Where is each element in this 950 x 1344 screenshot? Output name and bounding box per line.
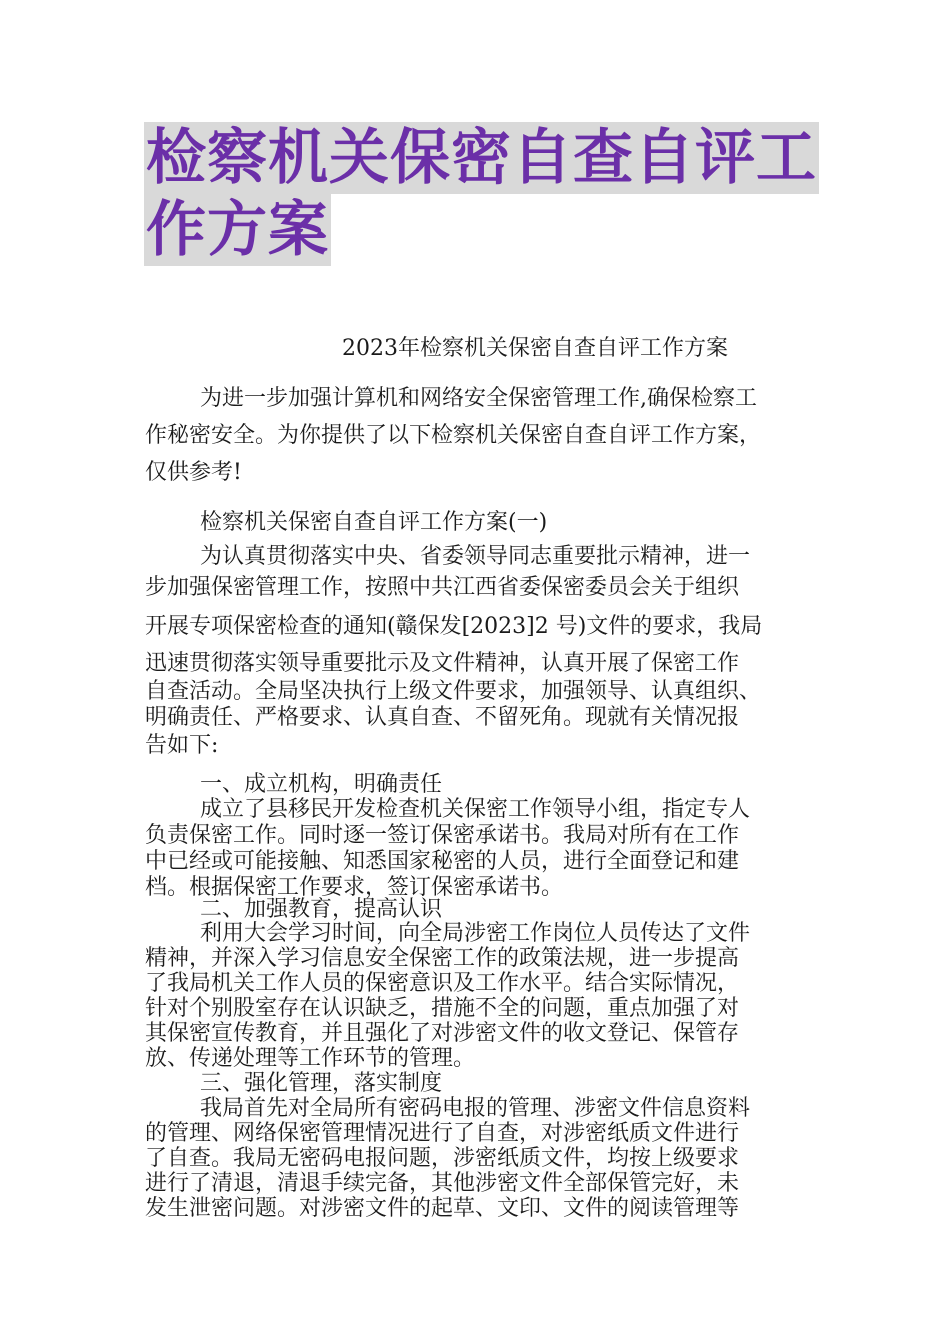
- title-line-2: 作方案: [146, 195, 329, 265]
- intro-paragraph: [145, 380, 810, 491]
- text-line: 中已经或可能接触、知悉国家秘密的人员，进行全面登记和建: [145, 849, 740, 874]
- document-title: [144, 122, 817, 266]
- text-line: 为进一步加强计算机和网络安全保密管理工作,确保检察工: [200, 386, 757, 411]
- paragraph-1: [145, 542, 810, 764]
- text-line: 作秘密安全。为你提供了以下检察机关保密自查自评工作方案，: [145, 423, 762, 448]
- text-line: 检察机关保密自查自评工作方案(一): [200, 510, 548, 535]
- text-line: 迅速贯彻落实领导重要批示及文件精神，认真开展了保密工作: [145, 651, 740, 676]
- title-line-1: 检察机关保密自查自评工: [146, 123, 817, 193]
- text-line: 的管理、网络保密管理情况进行了自查，对涉密纸质文件进行: [145, 1121, 740, 1146]
- text-line: 了我局机关工作人员的保密意识及工作水平。结合实际情况，: [145, 971, 740, 996]
- text-line: 告如下:: [145, 733, 219, 758]
- text-line: 负责保密工作。同时逐一签订保密承诺书。我局对所有在工作: [145, 823, 740, 848]
- paragraph-4: [145, 1096, 810, 1221]
- text-line: 步加强保密管理工作，按照中共江西省委保密委员会关于组织: [145, 575, 740, 600]
- text-line: 成立了县移民开发检查机关保密工作领导小组，指定专人: [200, 797, 751, 822]
- text-line: 开展专项保密检查的通知(赣保发[2023]2 号)文件的要求，我局: [145, 614, 763, 639]
- text-line: 档。根据保密工作要求，签订保密承诺书。: [145, 875, 564, 900]
- heading-1: [145, 772, 810, 798]
- text-line: 为认真贯彻落实中央、省委领导同志重要批示精神，进一: [200, 544, 751, 569]
- text-line: 明确责任、严格要求、认真自查、不留死角。现就有关情况报: [145, 705, 740, 730]
- text-line: 放、传递处理等工作环节的管理。: [145, 1046, 476, 1071]
- text-line: 二、加强教育，提高认识: [200, 897, 443, 922]
- paragraph-2: [145, 797, 810, 901]
- heading-2: [145, 897, 810, 923]
- document-subtitle: 2023年检察机关保密自查自评工作方案: [342, 336, 728, 361]
- paragraph-3: [145, 921, 810, 1071]
- text-line: 针对个别股室存在认识缺乏，措施不全的问题，重点加强了对: [145, 996, 740, 1021]
- text-line: 一、成立机构，明确责任: [200, 772, 443, 797]
- section-heading: [145, 506, 810, 540]
- text-line: 发生泄密问题。对涉密文件的起草、文印、文件的阅读管理等: [145, 1196, 740, 1221]
- heading-3: [145, 1071, 810, 1096]
- text-line: 利用大会学习时间，向全局涉密工作岗位人员传达了文件: [200, 921, 751, 946]
- text-line: 精神，并深入学习信息安全保密工作的政策法规，进一步提高: [145, 946, 740, 971]
- text-line: 仅供参考!: [145, 460, 242, 485]
- text-line: 自查活动。全局坚决执行上级文件要求，加强领导、认真组织、: [145, 679, 762, 704]
- text-line: 三、强化管理，落实制度: [200, 1071, 443, 1096]
- text-line: 进行了清退，清退手续完备，其他涉密文件全部保管完好，未: [145, 1171, 740, 1196]
- text-line: 了自查。我局无密码电报问题，涉密纸质文件，均按上级要求: [145, 1146, 740, 1171]
- text-line: 其保密宣传教育，并且强化了对涉密文件的收文登记、保管存: [145, 1021, 740, 1046]
- text-line: 我局首先对全局所有密码电报的管理、涉密文件信息资料: [200, 1096, 751, 1121]
